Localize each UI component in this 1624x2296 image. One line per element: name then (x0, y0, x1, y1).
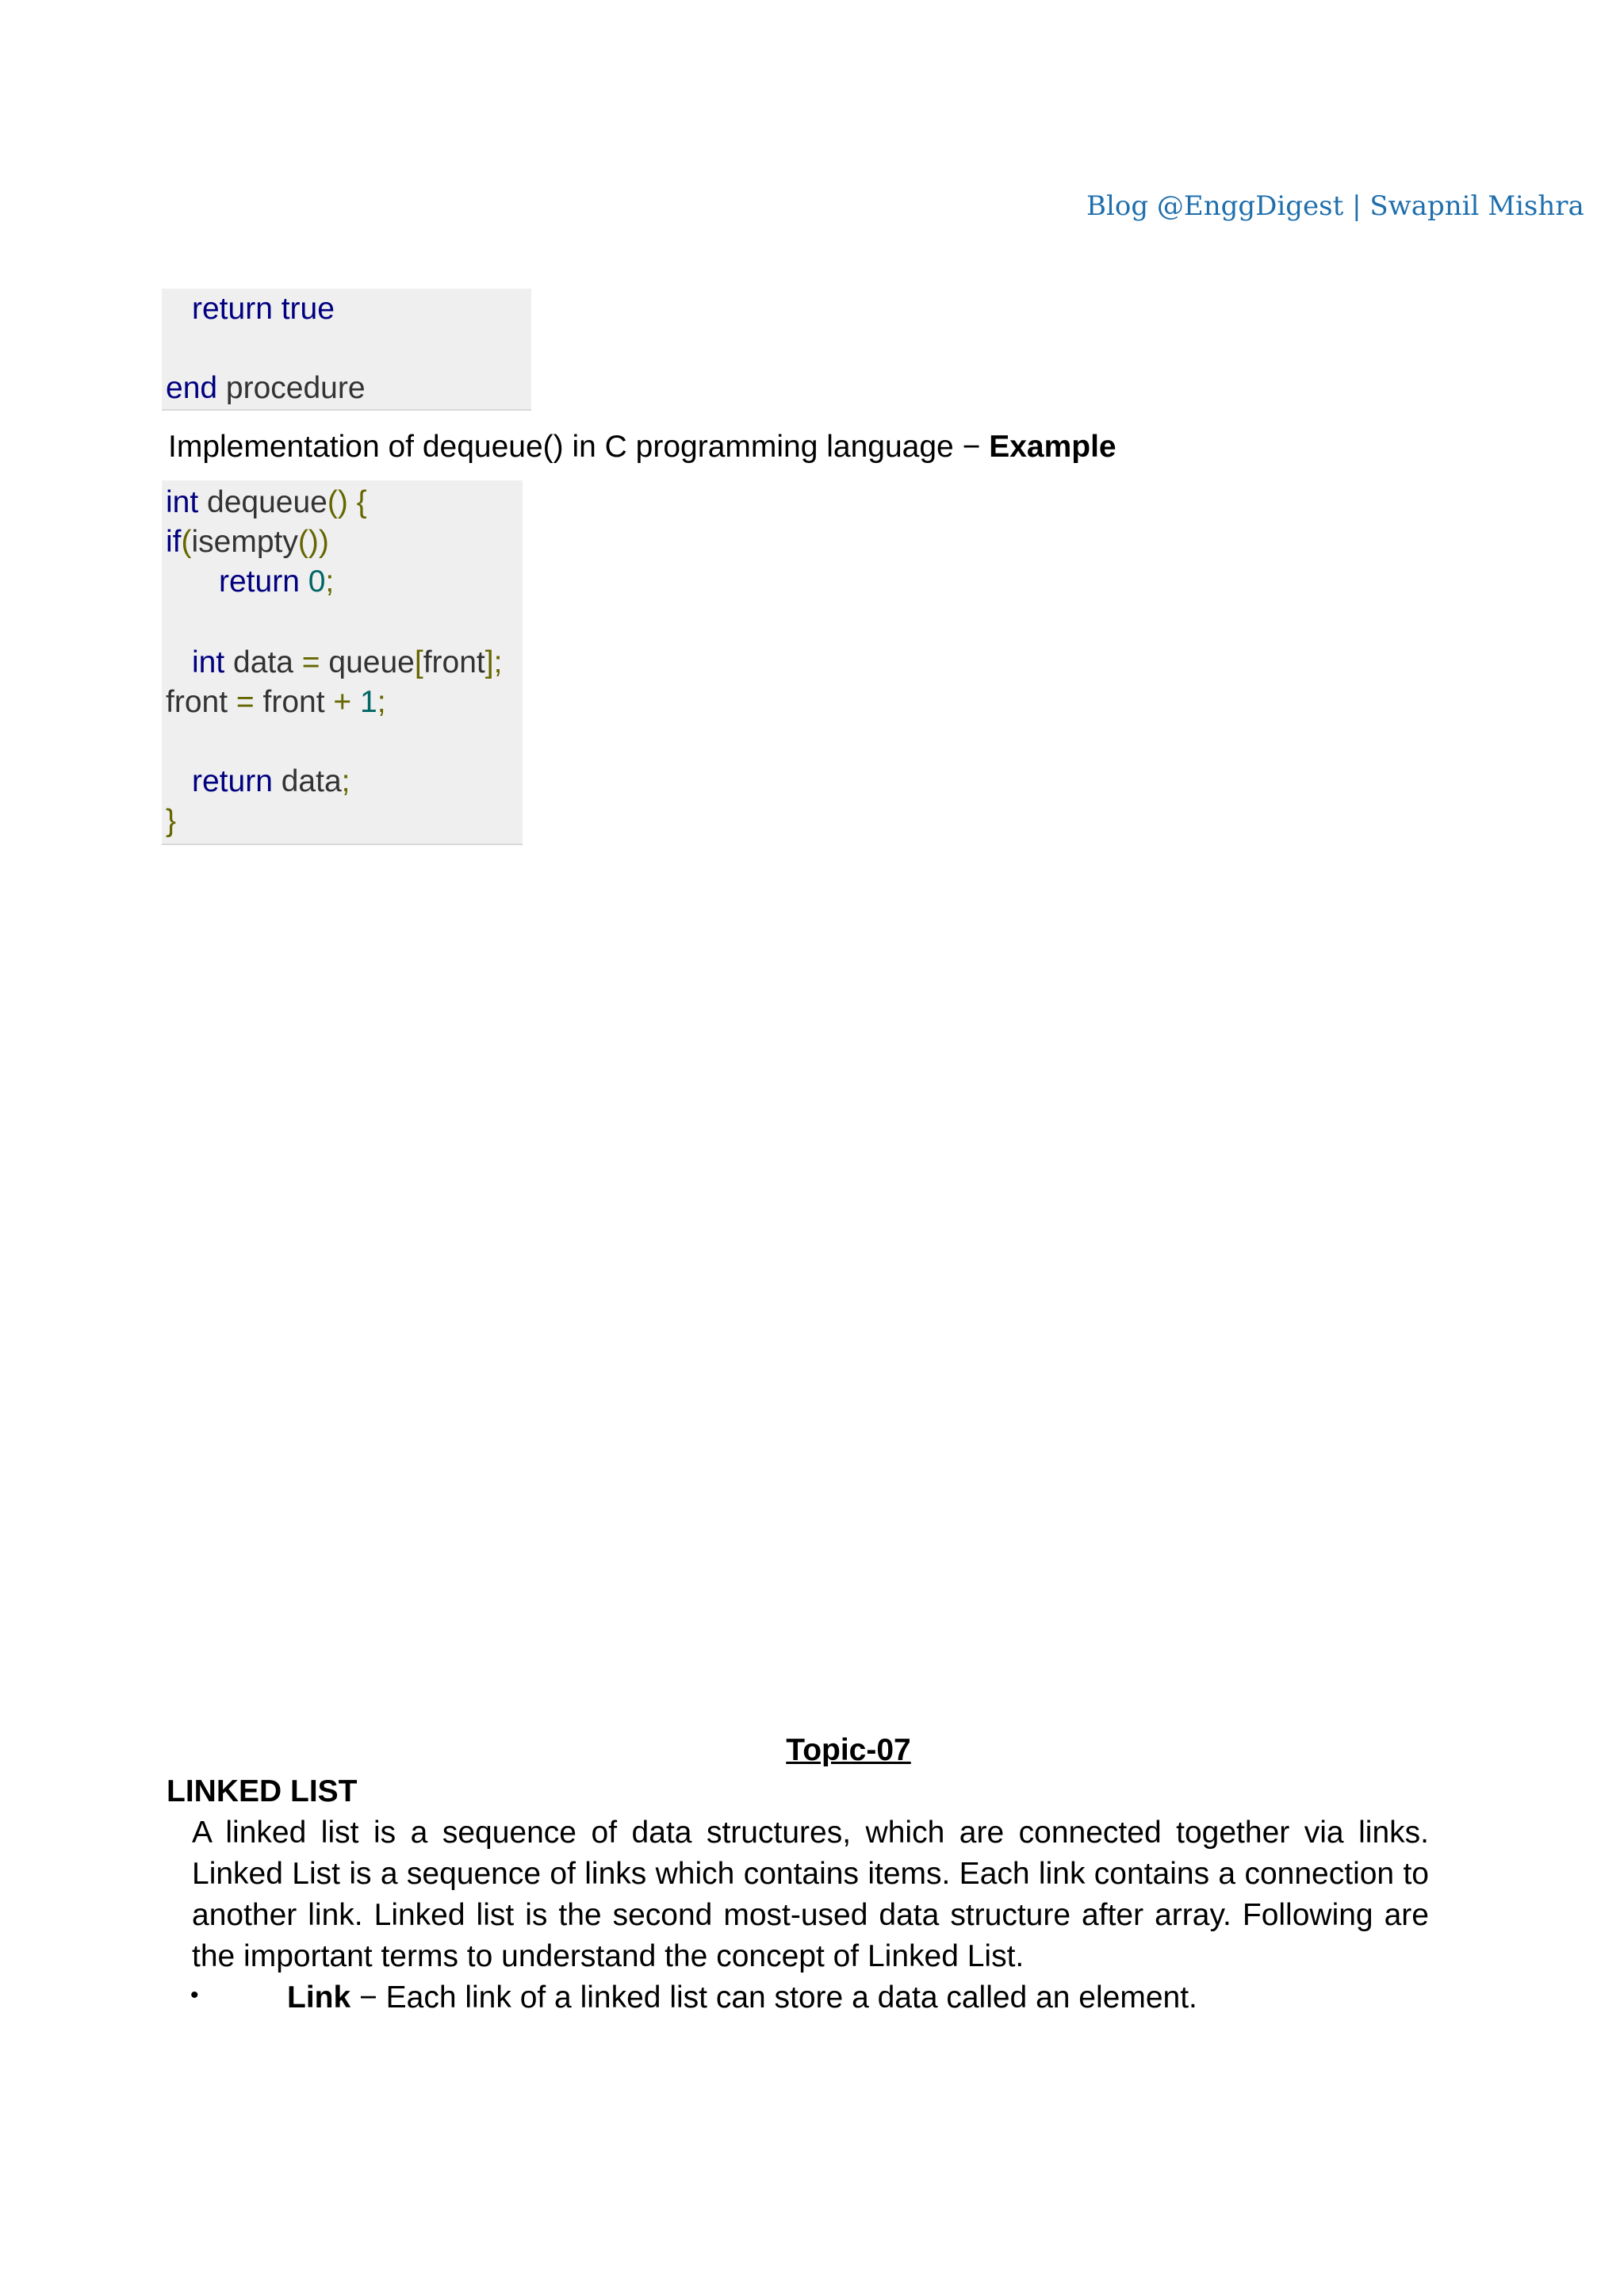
identifier-front: front (423, 645, 485, 679)
value-true: true (272, 292, 335, 326)
keyword-return: return (219, 564, 300, 599)
identifier-data: data (224, 645, 302, 679)
code-block-dequeue (162, 480, 523, 845)
identifier-front: front (254, 685, 334, 719)
keyword-int: int (192, 645, 225, 679)
code-line-4 (192, 647, 502, 678)
punctuation: ()) (297, 525, 329, 559)
code-block-pseudocode (162, 289, 531, 411)
bullet-item-link (287, 1980, 1197, 2015)
punctuation: ( (181, 525, 192, 559)
code-line-end-procedure (166, 373, 366, 404)
keyword-if: if (166, 525, 182, 559)
section-title: LINKED LIST (167, 1774, 358, 1808)
intro-bold: Example (989, 430, 1116, 464)
code-line-7 (166, 806, 176, 836)
code-line-return-true (192, 293, 335, 324)
text-procedure: procedure (217, 371, 366, 405)
keyword-return: return (192, 292, 273, 326)
identifier-dequeue: dequeue (198, 485, 327, 519)
topic-heading: Topic-07 (786, 1733, 911, 1767)
punctuation: ]; (485, 645, 503, 679)
identifier-isempty: isempty (191, 525, 298, 559)
bullet-term: Link (287, 1980, 351, 2015)
keyword-return: return (192, 764, 273, 798)
page-header: Blog @EnggDigest | Swapnil Mishra (1086, 190, 1584, 222)
code-line-2 (166, 526, 329, 557)
operator: = (236, 685, 255, 719)
punctuation: () { (327, 485, 367, 519)
number: 1 (351, 685, 377, 719)
punctuation: [ (414, 645, 423, 679)
intro-plain: Implementation of dequeue() in C programming language − (168, 430, 990, 464)
punctuation: } (166, 804, 177, 838)
operator: + (333, 685, 352, 719)
identifier-front: front (166, 685, 236, 719)
punctuation: ; (377, 685, 386, 719)
code-line-5 (166, 687, 386, 718)
code-line-6 (192, 766, 350, 797)
section-paragraph: A linked list is a sequence of data structures, which are connected together via links. Linked List is a sequence of links which contains items. Each link contains a connection to another link. Linked list is the second most-used data structure after array. Following are the important terms to understand the concept of Linked List. (192, 1816, 1429, 1973)
code-line-3 (219, 566, 334, 597)
intro-text (168, 430, 1116, 465)
bullet-dot-icon: • (190, 1982, 199, 2008)
identifier-queue: queue (320, 645, 415, 679)
keyword-int: int (166, 485, 199, 519)
bullet-description: − Each link of a linked list can store a data called an element. (350, 1980, 1197, 2015)
punctuation: ; (341, 764, 350, 798)
code-line-1 (166, 487, 367, 518)
number: 0 (299, 564, 326, 599)
identifier-data: data (272, 764, 342, 798)
punctuation: ; (325, 564, 335, 599)
keyword-end: end (166, 371, 218, 405)
operator: = (301, 645, 320, 679)
